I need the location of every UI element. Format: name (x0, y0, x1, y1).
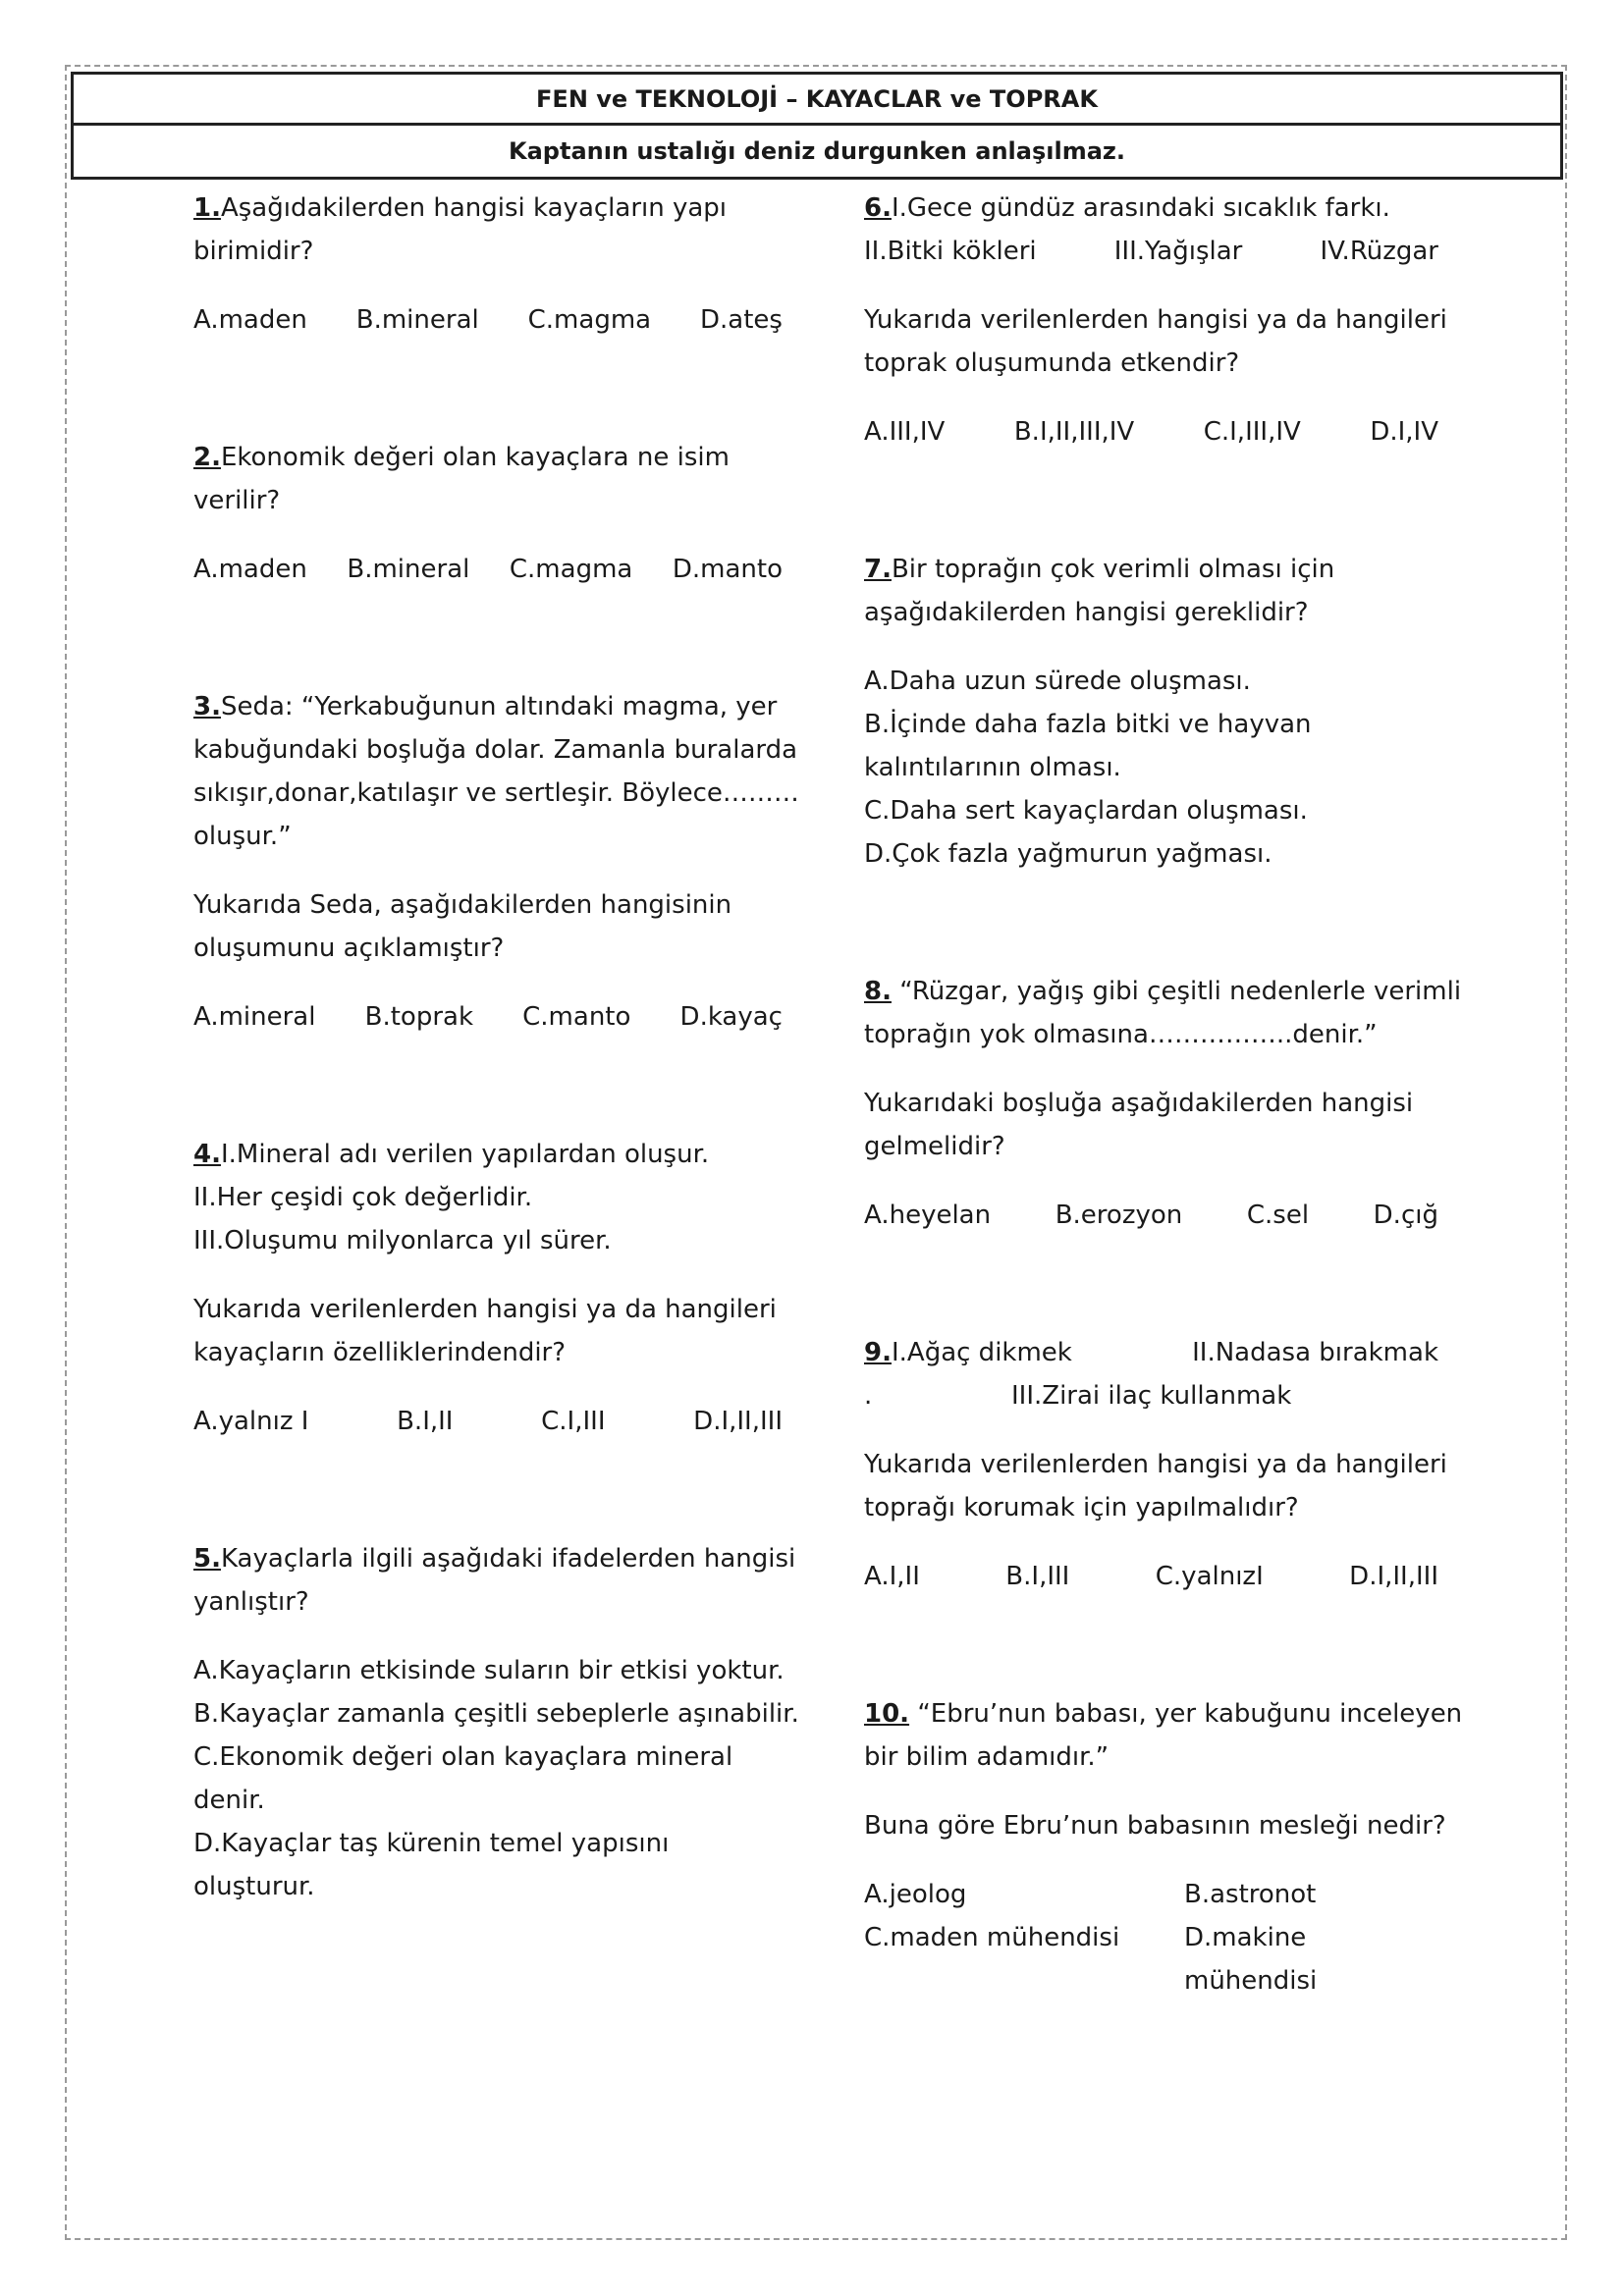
option-b[interactable]: B.mineral (355, 305, 479, 335)
statement-2: II.Her çeşidi çok değerlidir. (193, 1183, 533, 1212)
question-number: 8. (864, 977, 892, 1006)
stray-dot: . (864, 1381, 873, 1411)
right-column (864, 187, 1463, 2002)
page-title: FEN ve TEKNOLOJİ – KAYACLAR ve TOPRAK (74, 75, 1560, 126)
page-subtitle: Kaptanın ustalığı deniz durgunken anlaşılmaz. (509, 137, 1125, 165)
answer-options (864, 410, 1438, 454)
option-d[interactable]: D.Çok fazla yağmurun yağması. (864, 839, 1272, 869)
option-a[interactable]: A.jeolog (864, 1880, 967, 1909)
question-text: Bir toprağın çok verimli olması için (891, 555, 1335, 584)
question-text: kabuğundaki boşluğa dolar. Zamanla buralarda (193, 735, 798, 765)
option-d[interactable]: D.kayaç (679, 1002, 783, 1032)
question-prompt: Buna göre Ebru’nun babasının mesleği nedir? (864, 1811, 1446, 1841)
option-a[interactable]: A.yalnız I (193, 1407, 309, 1436)
statement-4: IV.Rüzgar (1320, 237, 1438, 266)
option-d[interactable]: D.manto (672, 555, 783, 584)
question-prompt: oluşumunu açıklamıştır? (193, 934, 505, 963)
option-b[interactable]: B.I,II,III,IV (1013, 417, 1135, 447)
question-number: 3. (193, 692, 221, 721)
option-a[interactable]: A.Kayaçların etkisinde suların bir etkisi yoktur. (193, 1656, 785, 1685)
statement-2: II.Bitki kökleri (864, 237, 1037, 266)
question-prompt: gelmelidir? (864, 1132, 1005, 1161)
statement-3: III.Zirai ilaç kullanmak (1011, 1381, 1292, 1411)
option-d[interactable]: D.I,II,III (1349, 1562, 1438, 1591)
question-prompt: Yukarıda verilenlerden hangisi ya da hangileri (864, 1450, 1447, 1479)
question-number: 5. (193, 1544, 221, 1574)
question-number: 6. (864, 193, 892, 223)
option-c[interactable]: C.Ekonomik değeri olan kayaçlara mineral (193, 1742, 733, 1772)
question-2 (193, 436, 783, 591)
question-9 (864, 1331, 1447, 1598)
option-b[interactable]: B.I,II (397, 1407, 454, 1436)
question-text: verilir? (193, 486, 281, 515)
question-4 (193, 1133, 783, 1443)
option-c[interactable]: C.manto (522, 1002, 631, 1032)
option-b[interactable]: B.Kayaçlar zamanla çeşitli sebeplerle aşınabilir. (193, 1699, 799, 1729)
question-text: oluşur.” (193, 822, 292, 851)
question-text: “Ebru’nun babası, yer kabuğunu inceleyen (909, 1699, 1463, 1729)
question-3 (193, 685, 799, 1039)
option-c[interactable]: C.magma (509, 555, 633, 584)
question-8 (864, 970, 1462, 1237)
option-c[interactable]: C.maden mühendisi (864, 1923, 1120, 1952)
answer-options (193, 548, 783, 591)
option-a[interactable]: A.Daha uzun sürede oluşması. (864, 667, 1251, 696)
option-b[interactable]: B.İçinde daha fazla bitki ve hayvan (864, 710, 1312, 739)
answer-options (193, 1400, 783, 1443)
question-text: “Rüzgar, yağış gibi çeşitli nedenlerle verimli (891, 977, 1462, 1006)
question-1 (193, 187, 783, 342)
question-text: yanlıştır? (193, 1587, 309, 1617)
answer-options (864, 1194, 1438, 1237)
option-b[interactable]: B.erozyon (1055, 1201, 1183, 1230)
option-b-continued[interactable]: kalıntılarının olması. (864, 753, 1121, 782)
answer-options (193, 995, 783, 1039)
option-c[interactable]: C.Daha sert kayaçlardan oluşması. (864, 796, 1308, 826)
question-prompt: toprağı korumak için yapılmalıdır? (864, 1493, 1299, 1522)
question-5 (193, 1537, 799, 1908)
option-c-continued[interactable]: denir. (193, 1786, 265, 1815)
option-b[interactable]: B.astronot (1184, 1880, 1317, 1909)
option-a[interactable]: A.maden (193, 555, 307, 584)
option-c[interactable]: C.I,III,IV (1203, 417, 1301, 447)
option-c[interactable]: C.magma (527, 305, 652, 335)
question-prompt: Yukarıda verilenlerden hangisi ya da hangileri (193, 1295, 777, 1324)
option-a[interactable]: A.III,IV (864, 417, 946, 447)
option-b[interactable]: B.I,III (1005, 1562, 1070, 1591)
option-d-continued[interactable]: oluşturur. (193, 1872, 315, 1901)
option-d[interactable]: D.çığ (1373, 1201, 1438, 1230)
question-text: Seda: “Yerkabuğunun altındaki magma, yer (220, 692, 778, 721)
statement-2: II.Nadasa bırakmak (1192, 1338, 1438, 1367)
statement-1: I.Gece gündüz arasındaki sıcaklık farkı. (891, 193, 1390, 223)
question-prompt: Yukarıda Seda, aşağıdakilerden hangisinin (193, 890, 732, 920)
statement-list (864, 230, 1438, 273)
answer-options (864, 1555, 1438, 1598)
answer-options (193, 298, 783, 342)
option-d[interactable]: D.Kayaçlar taş kürenin temel yapısını (193, 1829, 670, 1858)
option-a[interactable]: A.I,II (864, 1562, 920, 1591)
option-b[interactable]: B.mineral (347, 555, 470, 584)
question-10 (864, 1692, 1463, 2002)
option-c[interactable]: C.sel (1246, 1201, 1310, 1230)
answer-options (864, 1873, 1438, 2002)
statement-1: I.Mineral adı verilen yapılardan oluşur. (220, 1140, 710, 1169)
option-b[interactable]: B.toprak (364, 1002, 473, 1032)
question-text: Ekonomik değeri olan kayaçlara ne isim (220, 443, 730, 472)
question-number: 7. (864, 555, 892, 584)
question-7 (864, 548, 1438, 876)
question-text: Kayaçlarla ilgili aşağıdaki ifadelerden hangisi (220, 1544, 796, 1574)
question-text: toprağın yok olmasına……………..denir.” (864, 1020, 1378, 1049)
question-text: aşağıdakilerden hangisi gereklidir? (864, 598, 1309, 627)
statement-3: III.Yağışlar (1113, 237, 1243, 266)
option-a[interactable]: A.heyelan (864, 1201, 992, 1230)
option-d[interactable]: D.I,II,III (693, 1407, 783, 1436)
question-number: 9. (864, 1338, 892, 1367)
option-d[interactable]: D.ateş (700, 305, 783, 335)
left-column (193, 187, 799, 1908)
question-text: birimidir? (193, 237, 314, 266)
statement-3: III.Oluşumu milyonlarca yıl sürer. (193, 1226, 612, 1255)
question-prompt: toprak oluşumunda etkendir? (864, 348, 1240, 378)
option-a[interactable]: A.maden (193, 305, 307, 335)
statement-row (864, 1331, 1438, 1374)
question-text: sıkışır,donar,katılaşır ve sertleşir. Böylece……… (193, 778, 799, 808)
question-text: bir bilim adamıdır.” (864, 1742, 1110, 1772)
option-d[interactable]: D.I,IV (1370, 417, 1438, 447)
question-6 (864, 187, 1447, 454)
question-prompt: Yukarıda verilenlerden hangisi ya da hangileri (864, 305, 1447, 335)
option-a[interactable]: A.mineral (193, 1002, 316, 1032)
question-number: 2. (193, 443, 221, 472)
statement-1: I.Ağaç dikmek (891, 1338, 1072, 1367)
question-number: 4. (193, 1140, 221, 1169)
question-number: 10. (864, 1699, 910, 1729)
header-box (71, 72, 1563, 180)
option-c[interactable]: C.I,III (541, 1407, 606, 1436)
question-prompt: Yukarıdaki boşluğa aşağıdakilerden hangisi (864, 1089, 1414, 1118)
question-text: Aşağıdakilerden hangisi kayaçların yapı (220, 193, 728, 223)
question-number: 1. (193, 193, 221, 223)
question-prompt: kayaçların özelliklerindendir? (193, 1338, 567, 1367)
option-c[interactable]: C.yalnızI (1155, 1562, 1264, 1591)
option-d[interactable]: D.makine mühendisi (1184, 1923, 1318, 1996)
